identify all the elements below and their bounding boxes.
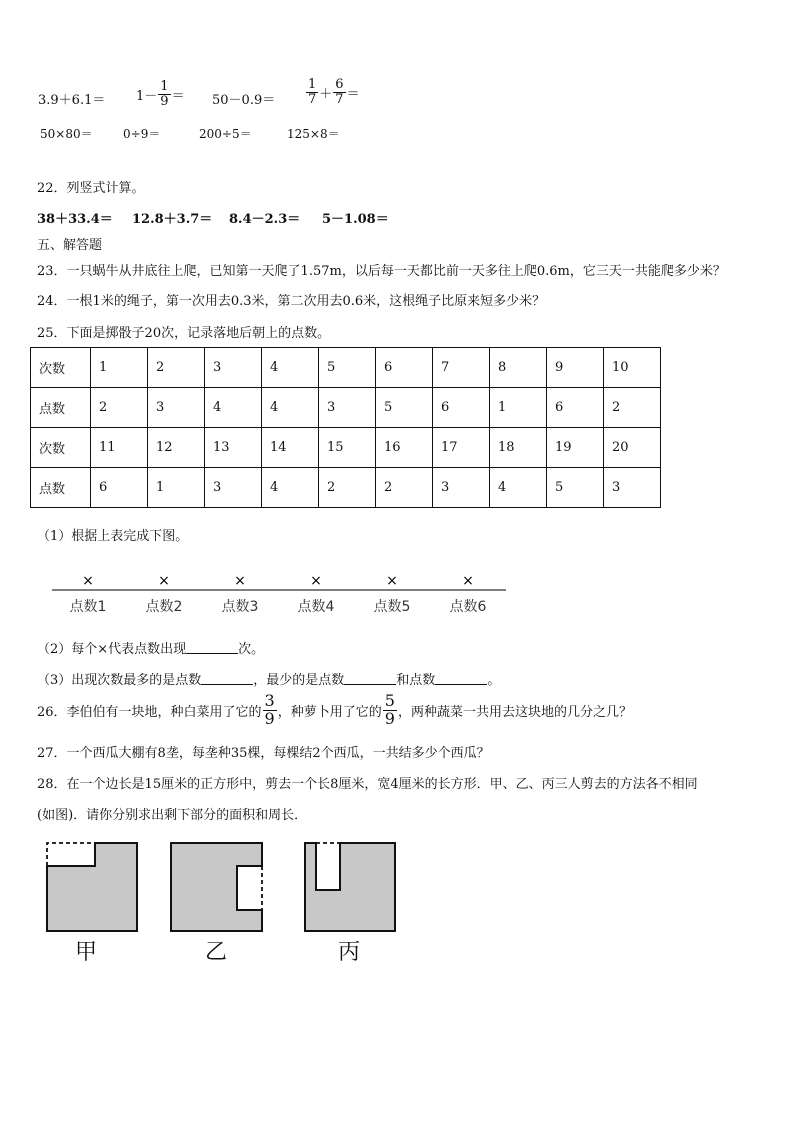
fraction-numerator: 6 (335, 77, 344, 92)
table-row (31, 348, 661, 388)
fraction-denominator: 9 (384, 708, 395, 728)
table-cell: 5 (547, 468, 604, 508)
figure-bing (305, 843, 395, 931)
fraction-6-7 (333, 78, 345, 106)
fraction-1-9 (158, 80, 170, 108)
q22-item-4: 5－1.08＝ (322, 212, 389, 227)
cross-mark: × (386, 573, 398, 589)
table-cell: 13 (205, 428, 262, 468)
table-cell: 1 (91, 348, 148, 388)
table-cell: 4 (205, 388, 262, 428)
table-cell: 6 (433, 388, 490, 428)
table-cell: 2 (91, 388, 148, 428)
table-cell: 3 (604, 468, 661, 508)
q25-sub3 (37, 669, 500, 688)
q22-item-2: 12.8＋3.7＝ (132, 212, 213, 227)
fraction-denominator: 9 (160, 93, 169, 109)
calc-expr-8: 125×8＝ (287, 127, 340, 141)
table-cell: 3 (205, 348, 262, 388)
fraction-numerator: 5 (384, 691, 395, 710)
figure-label-bing: 丙 (338, 940, 361, 965)
table-cell: 1 (490, 388, 547, 428)
fraction-numerator: 1 (160, 79, 169, 94)
section-heading: 五、解答题 (37, 238, 103, 253)
q22-item-1: 38＋33.4＝ (37, 212, 113, 227)
fraction-denominator: 7 (308, 91, 317, 107)
table-row (31, 388, 661, 428)
table-cell: 4 (262, 388, 319, 428)
cross-mark: × (158, 573, 170, 589)
figure-label-jia: 甲 (75, 940, 98, 965)
q25-sub2-text: （2）每个×代表点数出现 (37, 642, 187, 657)
table-cell: 6 (91, 468, 148, 508)
figure-yi (171, 843, 262, 931)
answer-blank[interactable] (435, 672, 487, 685)
table-cell: 11 (91, 428, 148, 468)
table-cell: 6 (547, 388, 604, 428)
table-cell: 3 (148, 388, 205, 428)
figure-jia (47, 843, 137, 931)
fraction-numerator: 3 (264, 691, 275, 710)
q25-title: 25．下面是掷骰子20次，记录落地后朝上的点数。 (37, 326, 331, 341)
table-cell: 1 (148, 468, 205, 508)
table-cell: 18 (490, 428, 547, 468)
q28-line-2: (如图)．请你分别求出剩下部分的面积和周长． (37, 808, 308, 823)
calc-expr-6: 0÷9＝ (123, 127, 161, 141)
table-cell: 4 (262, 468, 319, 508)
table-cell: 5 (319, 348, 376, 388)
q25-sub3-text: （3）出现次数最多的是点数 (37, 673, 202, 688)
dashed-cut-edge (47, 843, 95, 866)
axis-label: 点数6 (449, 599, 487, 615)
axis-label: 点数4 (297, 599, 335, 615)
table-cell: 19 (547, 428, 604, 468)
axis-label: 点数2 (145, 599, 183, 615)
q23-text: 23．一只蜗牛从井底往上爬，已知第一天爬了1.57m，以后每一天都比前一天多往上爬0.6m，它三天一共能爬多少米？ (37, 264, 726, 279)
table-cell: 2 (319, 468, 376, 508)
table-row-header: 点数 (31, 468, 91, 508)
calc-expr-3 (212, 88, 275, 108)
answer-blank[interactable] (186, 641, 238, 654)
q25-sub3-text-2: ，最少的是点数 (253, 673, 345, 688)
table-cell: 15 (319, 428, 376, 468)
calc-expr-5: 50×80＝ (40, 127, 93, 141)
table-cell: 5 (376, 388, 433, 428)
table-cell: 2 (604, 388, 661, 428)
calc-expr-2 (136, 80, 185, 108)
cross-mark: × (82, 573, 94, 589)
calc-expr-4-eq: ＝ (346, 86, 360, 102)
fraction-denominator: 9 (264, 708, 275, 728)
q28-line-1: 28．在一个边长是15厘米的正方形中，剪去一个长8厘米，宽4厘米的长方形．甲、乙、丙三人剪去的方法各不相同 (37, 777, 698, 792)
fraction-1-7 (306, 78, 318, 106)
table-row (31, 468, 661, 508)
table-cell: 9 (547, 348, 604, 388)
table-cell: 6 (376, 348, 433, 388)
q25-sub3-tail: 。 (487, 673, 501, 688)
table-row-header: 次数 (31, 348, 91, 388)
calc-expr-2-eq: ＝ (171, 88, 185, 104)
table-cell: 14 (262, 428, 319, 468)
table-row (31, 428, 661, 468)
axis-label: 点数3 (221, 599, 259, 615)
table-cell: 8 (490, 348, 547, 388)
calc-expr-3-text: 50－0.9＝ (212, 92, 276, 108)
table-cell: 10 (604, 348, 661, 388)
table-cell: 2 (376, 468, 433, 508)
plus-sign: ＋ (319, 86, 333, 102)
table-cell: 3 (319, 388, 376, 428)
q26-text (37, 693, 632, 728)
figure-label-yi: 乙 (205, 940, 228, 965)
calc-expr-1 (38, 88, 105, 108)
cross-mark: × (462, 573, 474, 589)
table-cell: 4 (262, 348, 319, 388)
fraction-3-9 (263, 693, 277, 728)
answer-blank[interactable] (344, 672, 396, 685)
q27-text: 27．一个西瓜大棚有8垄，每垄种35棵，每棵结2个西瓜，一共结多少个西瓜？ (37, 746, 490, 761)
table-cell: 3 (433, 468, 490, 508)
q22-title: 22．列竖式计算。 (37, 181, 145, 196)
q25-sub2-tail: 次。 (238, 642, 265, 657)
q26-part-1: 26．李伯伯有一块地，种白菜用了它的 (37, 704, 262, 720)
q22-item-3: 8.4－2.3＝ (229, 212, 301, 227)
dice-table (30, 347, 661, 508)
calc-expr-2-whole: 1－ (136, 88, 158, 104)
table-cell: 16 (376, 428, 433, 468)
calc-expr-7: 200÷5＝ (199, 127, 252, 141)
q25-sub3-text-3: 和点数 (396, 673, 436, 688)
table-cell: 12 (148, 428, 205, 468)
axis-label: 点数1 (69, 599, 107, 615)
fraction-numerator: 1 (308, 77, 317, 92)
table-cell: 4 (490, 468, 547, 508)
q24-text: 24．一根1米的绳子，第一次用去0.3米，第二次用去0.6米，这根绳子比原来短多少米？ (37, 294, 546, 309)
table-cell: 3 (205, 468, 262, 508)
table-row-header: 点数 (31, 388, 91, 428)
axis-label: 点数5 (373, 599, 411, 615)
cross-mark: × (310, 573, 322, 589)
q26-part-2: ，种萝卜用了它的 (277, 704, 382, 720)
q25-sub2 (37, 638, 264, 657)
cross-mark: × (234, 573, 246, 589)
table-cell: 7 (433, 348, 490, 388)
calc-expr-4 (305, 78, 360, 106)
table-cell: 20 (604, 428, 661, 468)
calc-expr-1-text: 3.9＋6.1＝ (38, 92, 106, 108)
dot-plot (50, 568, 510, 618)
table-cell: 2 (148, 348, 205, 388)
fraction-5-9 (383, 693, 397, 728)
table-cell: 17 (433, 428, 490, 468)
answer-blank[interactable] (201, 672, 253, 685)
q26-part-3: ，两种蔬菜一共用去这块地的几分之几？ (397, 704, 632, 720)
table-row-header: 次数 (31, 428, 91, 468)
fraction-denominator: 7 (335, 91, 344, 107)
q25-sub1: （1）根据上表完成下图。 (37, 529, 189, 544)
